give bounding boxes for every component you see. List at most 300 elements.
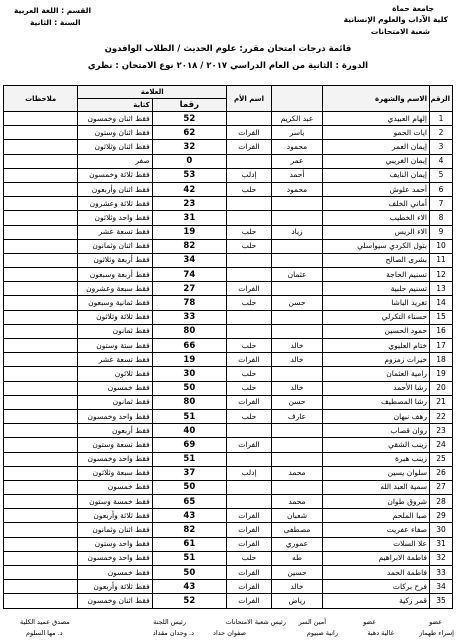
- father-name: محمود: [272, 182, 323, 196]
- grade-digits: 31: [152, 211, 226, 225]
- row-number: 11: [430, 253, 453, 267]
- grade-digits: 82: [152, 523, 226, 537]
- student-name: خيرات زمزوم: [323, 353, 430, 367]
- grade-digits: 51: [152, 551, 226, 565]
- grade-digits: 52: [152, 594, 226, 608]
- grade-words: فقط تسعة وستون: [78, 438, 152, 452]
- row-number: 9: [430, 225, 453, 239]
- table-row: [4, 282, 453, 296]
- mother-name: الفرات: [227, 438, 272, 452]
- row-number: 33: [430, 566, 453, 580]
- father-name: طه: [272, 551, 323, 565]
- mother-name: [227, 424, 272, 438]
- row-number: 19: [430, 367, 453, 381]
- notes-cell: [4, 580, 78, 594]
- father-name: [272, 282, 323, 296]
- notes-cell: [4, 154, 78, 168]
- grade-digits: 23: [152, 197, 226, 211]
- student-name: شروق طوان: [323, 495, 430, 509]
- father-name: خالد: [272, 381, 323, 395]
- grade-words: فقط سبعة وثلاثون: [78, 466, 152, 480]
- notes-cell: [4, 523, 78, 537]
- student-name: رشا المصطيف: [323, 395, 430, 409]
- grades-table: [3, 85, 453, 609]
- grade-digits: 32: [152, 140, 226, 154]
- row-number: 27: [430, 480, 453, 494]
- student-name: فرح بركات: [323, 580, 430, 594]
- mother-name: حلب: [227, 239, 272, 253]
- grade-digits: 50: [152, 480, 226, 494]
- mother-name: الفرات: [227, 140, 272, 154]
- header-num: الرقم: [430, 86, 453, 112]
- mother-name: حلب: [227, 381, 272, 395]
- notes-cell: [4, 239, 78, 253]
- student-name: ختام العليوي: [323, 339, 430, 353]
- row-number: 8: [430, 211, 453, 225]
- grade-digits: 30: [152, 367, 226, 381]
- father-name: حسن: [272, 296, 323, 310]
- table-row: [4, 509, 453, 523]
- grade-digits: 34: [152, 253, 226, 267]
- university-name: جامعة حماة: [392, 4, 434, 13]
- student-name: تسنيم حلبية: [323, 282, 430, 296]
- father-name: خالد: [272, 353, 323, 367]
- signature-member-2: عضو: [363, 618, 376, 626]
- grade-words: فقط خمسون: [78, 480, 152, 494]
- row-number: 30: [430, 523, 453, 537]
- mother-name: [227, 154, 272, 168]
- signature-secretary: أمين السر: [298, 618, 326, 626]
- table-row: [4, 126, 453, 140]
- student-name: إيمان الغريبي: [323, 154, 430, 168]
- grade-digits: 82: [152, 239, 226, 253]
- grade-words: فقط اثنان وثمانون: [78, 523, 152, 537]
- notes-cell: [4, 168, 78, 182]
- row-number: 3: [430, 140, 453, 154]
- table-row: [4, 211, 453, 225]
- row-number: 21: [430, 395, 453, 409]
- notes-cell: [4, 438, 78, 452]
- student-name: سمية العبد الله: [323, 480, 430, 494]
- header-notes: ملاحظات: [4, 86, 78, 112]
- signature-member-1: عضو: [429, 618, 442, 626]
- signature-exam-head: رئيس شعبة الامتحانات: [225, 618, 286, 626]
- father-name: محمود: [272, 140, 323, 154]
- student-name: حمود الحسين: [323, 324, 430, 338]
- notes-cell: [4, 310, 78, 324]
- notes-cell: [4, 395, 78, 409]
- father-name: [272, 310, 323, 324]
- grade-words: فقط تسعة عشر: [78, 353, 152, 367]
- notes-cell: [4, 253, 78, 267]
- grade-words: فقط ثمانون: [78, 395, 152, 409]
- mother-name: الفرات: [227, 523, 272, 537]
- row-number: 34: [430, 580, 453, 594]
- father-name: [272, 438, 323, 452]
- table-row: [4, 480, 453, 494]
- father-name: [272, 480, 323, 494]
- year-label: السنة : الثانية: [30, 18, 81, 27]
- student-name: أحمد علوش: [323, 182, 430, 196]
- row-number: 6: [430, 182, 453, 196]
- header-name: الاسم والشهرة: [323, 86, 430, 112]
- notes-cell: [4, 268, 78, 282]
- grade-words: فقط ثلاثة وأربعون: [78, 509, 152, 523]
- table-row: [4, 339, 453, 353]
- grade-words: فقط خمسة وستون: [78, 495, 152, 509]
- mother-name: حلب: [227, 367, 272, 381]
- grade-words: فقط ثمانون: [78, 324, 152, 338]
- grade-digits: 69: [152, 438, 226, 452]
- grade-words: فقط أربعة وسبعون: [78, 268, 152, 282]
- father-name: خالد: [272, 580, 323, 594]
- row-number: 24: [430, 438, 453, 452]
- student-name: صفاء عفريت: [323, 523, 430, 537]
- student-name: رشا الأحمد: [323, 381, 430, 395]
- row-number: 23: [430, 424, 453, 438]
- row-number: 2: [430, 126, 453, 140]
- notes-cell: [4, 367, 78, 381]
- student-name: رهف نبهان: [323, 409, 430, 423]
- mother-name: [227, 310, 272, 324]
- grade-digits: 40: [152, 424, 226, 438]
- student-name: أماني الخلف: [323, 197, 430, 211]
- grade-digits: 0: [152, 154, 226, 168]
- header-father: [272, 86, 323, 112]
- father-name: [272, 452, 323, 466]
- student-name: حسناء التكرلي: [323, 310, 430, 324]
- notes-cell: [4, 339, 78, 353]
- notes-cell: [4, 324, 78, 338]
- student-name: زينب الشقي: [323, 438, 430, 452]
- row-number: 35: [430, 594, 453, 608]
- table-row: [4, 268, 453, 282]
- grade-digits: 62: [152, 126, 226, 140]
- father-name: عبد الكريم: [272, 112, 323, 126]
- grade-digits: 50: [152, 566, 226, 580]
- table-row: [4, 537, 453, 551]
- grade-words: فقط سبعة وعشرون: [78, 282, 152, 296]
- student-name: الاء الخطيب: [323, 211, 430, 225]
- grade-words: فقط واحد وثلاثون: [78, 211, 152, 225]
- table-row: [4, 197, 453, 211]
- signature-dean: مصدق عميد الكلية: [20, 618, 70, 626]
- grade-digits: 66: [152, 339, 226, 353]
- table-row: [4, 182, 453, 196]
- exam-office: شعبة الامتحانات: [370, 27, 430, 36]
- father-name: [272, 367, 323, 381]
- grade-digits: 42: [152, 182, 226, 196]
- table-row: [4, 239, 453, 253]
- father-name: رياض: [272, 594, 323, 608]
- student-name: قمر زكية: [323, 594, 430, 608]
- notes-cell: [4, 197, 78, 211]
- notes-cell: [4, 140, 78, 154]
- student-name: إيمان العمر: [323, 140, 430, 154]
- row-number: 13: [430, 282, 453, 296]
- notes-cell: [4, 182, 78, 196]
- grade-digits: 78: [152, 296, 226, 310]
- mother-name: حلب: [227, 296, 272, 310]
- table-row: [4, 566, 453, 580]
- student-name: بتول الكردي سيواسلي: [323, 239, 430, 253]
- header-mother: اسم الأم: [227, 86, 272, 112]
- father-name: [272, 239, 323, 253]
- table-row: [4, 424, 453, 438]
- table-row: [4, 466, 453, 480]
- father-name: حسين: [272, 566, 323, 580]
- mother-name: [227, 324, 272, 338]
- signature-committee-head: رئيس اللجنة: [153, 618, 186, 626]
- notes-cell: [4, 495, 78, 509]
- student-name: بشرى الصالح: [323, 253, 430, 267]
- student-name: إلهام العبيدي: [323, 112, 430, 126]
- signature-member-1-name: إسراء طهماز: [419, 629, 454, 637]
- row-number: 29: [430, 509, 453, 523]
- grade-digits: 51: [152, 452, 226, 466]
- table-row: [4, 353, 453, 367]
- student-name: سلوان يسين: [323, 466, 430, 480]
- signature-committee-head-name: د. وجدان مقداد: [152, 629, 194, 637]
- mother-name: حلب: [227, 225, 272, 239]
- grade-digits: 19: [152, 353, 226, 367]
- mother-name: [227, 452, 272, 466]
- row-number: 18: [430, 353, 453, 367]
- table-row: [4, 140, 453, 154]
- row-number: 22: [430, 409, 453, 423]
- student-name: رامية العثمان: [323, 367, 430, 381]
- grade-words: فقط تسعة عشر: [78, 225, 152, 239]
- notes-cell: [4, 381, 78, 395]
- student-name: تغريد الباشا: [323, 296, 430, 310]
- notes-cell: [4, 296, 78, 310]
- table-row: [4, 580, 453, 594]
- table-row: [4, 112, 453, 126]
- header-words: كتابة: [78, 99, 152, 112]
- row-number: 15: [430, 310, 453, 324]
- father-name: محمد: [272, 495, 323, 509]
- grade-words: فقط ثلاثة وعشرون: [78, 197, 152, 211]
- notes-cell: [4, 424, 78, 438]
- signature-exam-head-name: صفوان حداد: [213, 629, 246, 637]
- row-number: 12: [430, 268, 453, 282]
- table-row: [4, 154, 453, 168]
- table-row: [4, 168, 453, 182]
- table-row: [4, 310, 453, 324]
- mother-name: إدلب: [227, 466, 272, 480]
- mother-name: إدلب: [227, 168, 272, 182]
- notes-cell: [4, 509, 78, 523]
- table-row: [4, 324, 453, 338]
- grade-words: فقط واحد وخمسون: [78, 409, 152, 423]
- father-name: عارف: [272, 409, 323, 423]
- notes-cell: [4, 480, 78, 494]
- father-name: [272, 197, 323, 211]
- grade-digits: 43: [152, 509, 226, 523]
- mother-name: الفرات: [227, 594, 272, 608]
- grade-words: فقط ثمانية وسبعون: [78, 296, 152, 310]
- grade-words: فقط ثلاثون: [78, 367, 152, 381]
- student-name: الاء الريس: [323, 225, 430, 239]
- table-row: [4, 381, 453, 395]
- grade-digits: 51: [152, 409, 226, 423]
- grade-words: فقط خمسون: [78, 381, 152, 395]
- father-name: شعبان: [272, 509, 323, 523]
- mother-name: [227, 112, 272, 126]
- grade-words: فقط اثنان وثلاثون: [78, 140, 152, 154]
- row-number: 10: [430, 239, 453, 253]
- table-row: [4, 551, 453, 565]
- table-row: [4, 296, 453, 310]
- page-subtitle: الدورة : الثانية من العام الدراسي ٢٠١٧ / ٢٠١٨ نوع الامتحان : نظري: [87, 61, 369, 71]
- department-label: القسم : اللغة العربية: [14, 6, 92, 15]
- father-name: خالد: [272, 339, 323, 353]
- table-row: [4, 438, 453, 452]
- row-number: 4: [430, 154, 453, 168]
- grade-words: فقط ثلاثة وثلاثون: [78, 310, 152, 324]
- grade-digits: 53: [152, 168, 226, 182]
- student-name: علا السلات: [323, 537, 430, 551]
- grade-digits: 43: [152, 580, 226, 594]
- row-number: 7: [430, 197, 453, 211]
- father-name: [272, 211, 323, 225]
- mother-name: حلب: [227, 409, 272, 423]
- grade-digits: 61: [152, 537, 226, 551]
- grade-words: فقط أربعة وثلاثون: [78, 253, 152, 267]
- student-name: إيمان النايف: [323, 168, 430, 182]
- mother-name: حلب: [227, 339, 272, 353]
- student-name: تسنيم الحاجة: [323, 268, 430, 282]
- father-name: [272, 424, 323, 438]
- mother-name: حلب: [227, 182, 272, 196]
- student-name: روان قصاب: [323, 424, 430, 438]
- grade-words: فقط اثنان وثمانون: [78, 239, 152, 253]
- mother-name: الفرات: [227, 537, 272, 551]
- notes-cell: [4, 452, 78, 466]
- mother-name: [227, 495, 272, 509]
- grade-words: فقط واحد وخمسون: [78, 452, 152, 466]
- notes-cell: [4, 466, 78, 480]
- notes-cell: [4, 537, 78, 551]
- grade-words: صفر: [78, 154, 152, 168]
- student-name: ايات الحمو: [323, 126, 430, 140]
- grade-words: فقط ثلاثة وخمسون: [78, 168, 152, 182]
- mother-name: الفرات: [227, 509, 272, 523]
- notes-cell: [4, 353, 78, 367]
- grade-words: فقط أربعون: [78, 424, 152, 438]
- table-row: [4, 409, 453, 423]
- mother-name: [227, 268, 272, 282]
- father-name: عمر: [272, 154, 323, 168]
- grade-digits: 52: [152, 112, 226, 126]
- father-name: حسن: [272, 395, 323, 409]
- grade-digits: 80: [152, 324, 226, 338]
- mother-name: الفرات: [227, 580, 272, 594]
- notes-cell: [4, 282, 78, 296]
- row-number: 1: [430, 112, 453, 126]
- notes-cell: [4, 566, 78, 580]
- header-grade: العلامة: [78, 86, 227, 99]
- row-number: 17: [430, 339, 453, 353]
- father-name: محمد: [272, 466, 323, 480]
- father-name: عثمان: [272, 268, 323, 282]
- mother-name: الفرات: [227, 566, 272, 580]
- table-row: [4, 395, 453, 409]
- row-number: 26: [430, 466, 453, 480]
- grade-digits: 50: [152, 381, 226, 395]
- mother-name: [227, 197, 272, 211]
- mother-name: الفرات: [227, 395, 272, 409]
- grade-words: فقط اثنان وخمسون: [78, 112, 152, 126]
- grade-words: فقط ستة وستون: [78, 339, 152, 353]
- mother-name: [227, 480, 272, 494]
- row-number: 5: [430, 168, 453, 182]
- grade-digits: 27: [152, 282, 226, 296]
- student-name: فاطمة الابراهيم: [323, 551, 430, 565]
- student-name: صبا الملحم: [323, 509, 430, 523]
- father-name: زياد: [272, 225, 323, 239]
- row-number: 31: [430, 537, 453, 551]
- row-number: 32: [430, 551, 453, 565]
- row-number: 20: [430, 381, 453, 395]
- grade-words: فقط خمسون: [78, 566, 152, 580]
- grade-digits: 74: [152, 268, 226, 282]
- table-body: [4, 112, 453, 609]
- notes-cell: [4, 551, 78, 565]
- grade-digits: 80: [152, 395, 226, 409]
- notes-cell: [4, 112, 78, 126]
- table-row: [4, 495, 453, 509]
- row-number: 14: [430, 296, 453, 310]
- notes-cell: [4, 409, 78, 423]
- grade-digits: 19: [152, 225, 226, 239]
- row-number: 25: [430, 452, 453, 466]
- student-name: زينب هبرة: [323, 452, 430, 466]
- notes-cell: [4, 225, 78, 239]
- grade-words: فقط ثلاثة وأربعون: [78, 580, 152, 594]
- mother-name: [227, 211, 272, 225]
- father-name: مصطفى: [272, 523, 323, 537]
- grade-words: فقط اثنان وخمسون: [78, 594, 152, 608]
- notes-cell: [4, 594, 78, 608]
- notes-cell: [4, 126, 78, 140]
- mother-name: الفرات: [227, 126, 272, 140]
- father-name: أحمد: [272, 168, 323, 182]
- mother-name: الفرات: [227, 282, 272, 296]
- father-name: عموري: [272, 537, 323, 551]
- notes-cell: [4, 211, 78, 225]
- signature-secretary-name: رانية صبيوم: [306, 629, 338, 637]
- grade-words: فقط واحد وخمسون: [78, 551, 152, 565]
- grade-words: فقط اثنان وأربعون: [78, 182, 152, 196]
- father-name: ياسر: [272, 126, 323, 140]
- row-number: 16: [430, 324, 453, 338]
- father-name: [272, 253, 323, 267]
- father-name: [272, 324, 323, 338]
- grade-digits: 65: [152, 495, 226, 509]
- grade-words: فقط اثنان وستون: [78, 126, 152, 140]
- table-row: [4, 367, 453, 381]
- table-row: [4, 225, 453, 239]
- table-row: [4, 253, 453, 267]
- row-number: 28: [430, 495, 453, 509]
- mother-name: الفرات: [227, 353, 272, 367]
- faculty-name: كلية الآداب والعلوم الإنسانية: [343, 15, 448, 24]
- student-name: فاطمة الحمد: [323, 566, 430, 580]
- table-row: [4, 594, 453, 608]
- mother-name: حلب: [227, 551, 272, 565]
- mother-name: [227, 253, 272, 267]
